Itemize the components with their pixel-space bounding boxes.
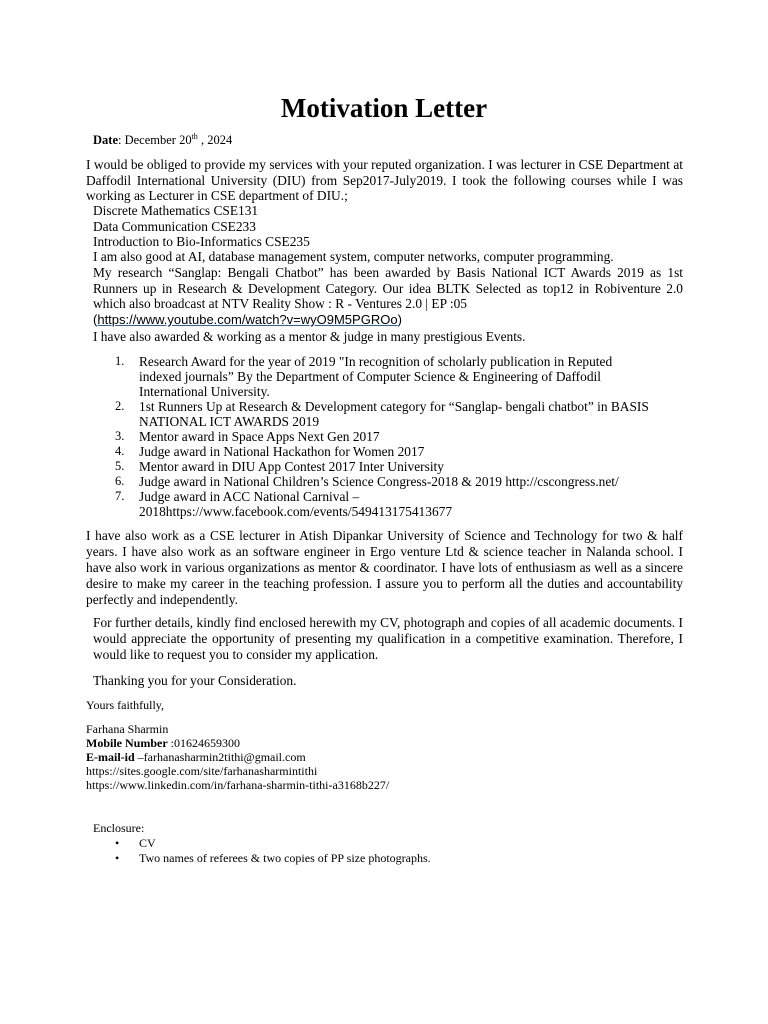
email-value: –farhanasharmin2tithi@gmail.com [134, 750, 306, 764]
mentor-line: I have also awarded & working as a mentor & judge in many prestigious Events. [93, 329, 526, 344]
list-number: 4. [115, 444, 125, 458]
experience-paragraph: I have also work as a CSE lecturer in Atish Dipankar University of Science and Technology for two & half years. I have also work as an software engineer in Ergo venture Ltd & science teacher in Nalanda school. I have also work in various organizations as mentor & coordinator. I have lots of enthusiasm as well as a sincere desire to make my career in the teaching profession. I assure you to perform all the duties and accountability perfectly and independently. [86, 528, 683, 607]
closing-line: Yours faithfully, [86, 698, 165, 712]
course-item: Introduction to Bio-Informatics CSE235 [93, 234, 310, 249]
enclosure-list [93, 836, 431, 866]
date-year: , 2024 [197, 133, 233, 147]
date-label: Date [93, 133, 118, 147]
linkedin-link: https://www.linkedin.com/in/farhana-sharmin-tithi-a3168b227/ [86, 778, 390, 792]
list-item [93, 444, 653, 459]
list-item [93, 836, 431, 851]
list-item-text: Mentor award in Space Apps Next Gen 2017 [139, 429, 380, 444]
list-number: 6. [115, 474, 125, 488]
youtube-link[interactable]: https://www.youtube.com/watch?v=wyO9M5PGROo [97, 312, 398, 327]
further-details-paragraph: For further details, kindly find enclosed herewith my CV, photograph and copies of all academic documents. I would appreciate the opportunity of presenting my qualification in a competitive examination. Therefore, I would like to request you to consider my application. [93, 615, 683, 662]
list-item [93, 459, 653, 474]
course-item: Discrete Mathematics CSE131 [93, 203, 259, 218]
email-label: E-mail-id [86, 750, 135, 764]
list-number: 1. [115, 354, 125, 368]
video-link-line [93, 312, 402, 328]
list-item-text: Judge award in National Children’s Science Congress-2018 & 2019 http://cscongress.net/ [139, 474, 619, 489]
list-item [93, 851, 431, 866]
list-item [93, 354, 653, 399]
enclosure-label: Enclosure: [93, 821, 145, 835]
awards-list [93, 354, 653, 519]
mobile-line [86, 736, 240, 750]
thanks-line: Thanking you for your Consideration. [93, 673, 297, 688]
date-suffix: th [191, 131, 198, 141]
date-line [93, 133, 232, 148]
mobile-value: :01624659300 [167, 736, 240, 750]
signature-name: Farhana Sharmin [86, 722, 169, 736]
list-item-text: Judge award in ACC National Carnival – 2018https://www.facebook.com/events/549413175413677 [139, 489, 453, 519]
list-item-text: Two names of referees & two copies of PP size photographs. [139, 851, 431, 865]
bullet-icon: • [115, 836, 120, 850]
intro-paragraph: I would be obliged to provide my services with your reputed organization. I was lecturer in CSE Department at Daffodil International University (DIU) from Sep2017-July2019. I took the following courses while I was working as Lecturer in CSE department of DIU.; [86, 157, 683, 204]
list-item [93, 399, 653, 429]
list-number: 2. [115, 399, 125, 413]
list-item [93, 474, 653, 489]
list-number: 5. [115, 459, 125, 473]
date-text: : December 20 [118, 133, 192, 147]
course-item: Data Communication CSE233 [93, 219, 256, 234]
list-item [93, 429, 653, 444]
list-item-text: Mentor award in DIU App Contest 2017 Inter University [139, 459, 444, 474]
skills-line: I am also good at AI, database management system, computer networks, computer programming. [93, 249, 614, 264]
email-line [86, 750, 306, 764]
list-number: 3. [115, 429, 125, 443]
link-close-paren: ) [397, 312, 402, 327]
research-paragraph: My research “Sanglap: Bengali Chatbot” has been awarded by Basis National ICT Awards 2019 as 1st Runners up in Research & Development Category. Our idea BLTK Selected as top12 in Robiventure 2.0 which also broadcast at NTV Reality Show : R - Ventures 2.0 | EP :05 [93, 265, 683, 311]
mobile-label: Mobile Number [86, 736, 168, 750]
list-number: 7. [115, 489, 125, 503]
list-item-text: 1st Runners Up at Research & Development category for “Sanglap- bengali chatbot” in BASIS NATIONAL ICT AWARDS 2019 [139, 399, 649, 429]
list-item-text: CV [139, 836, 156, 850]
list-item-text: Judge award in National Hackathon for Women 2017 [139, 444, 425, 459]
page-title: Motivation Letter [280, 93, 488, 123]
google-site-link: https://sites.google.com/site/farhanasharmintithi [86, 764, 318, 778]
link-open-paren: ( [93, 312, 98, 327]
list-item [93, 489, 653, 519]
list-item-text: Research Award for the year of 2019 "In recognition of scholarly publication in Reputed indexed journals” By the Department of Computer Science & Engineering of Daffodil International University. [139, 354, 613, 399]
bullet-icon: • [115, 851, 120, 865]
